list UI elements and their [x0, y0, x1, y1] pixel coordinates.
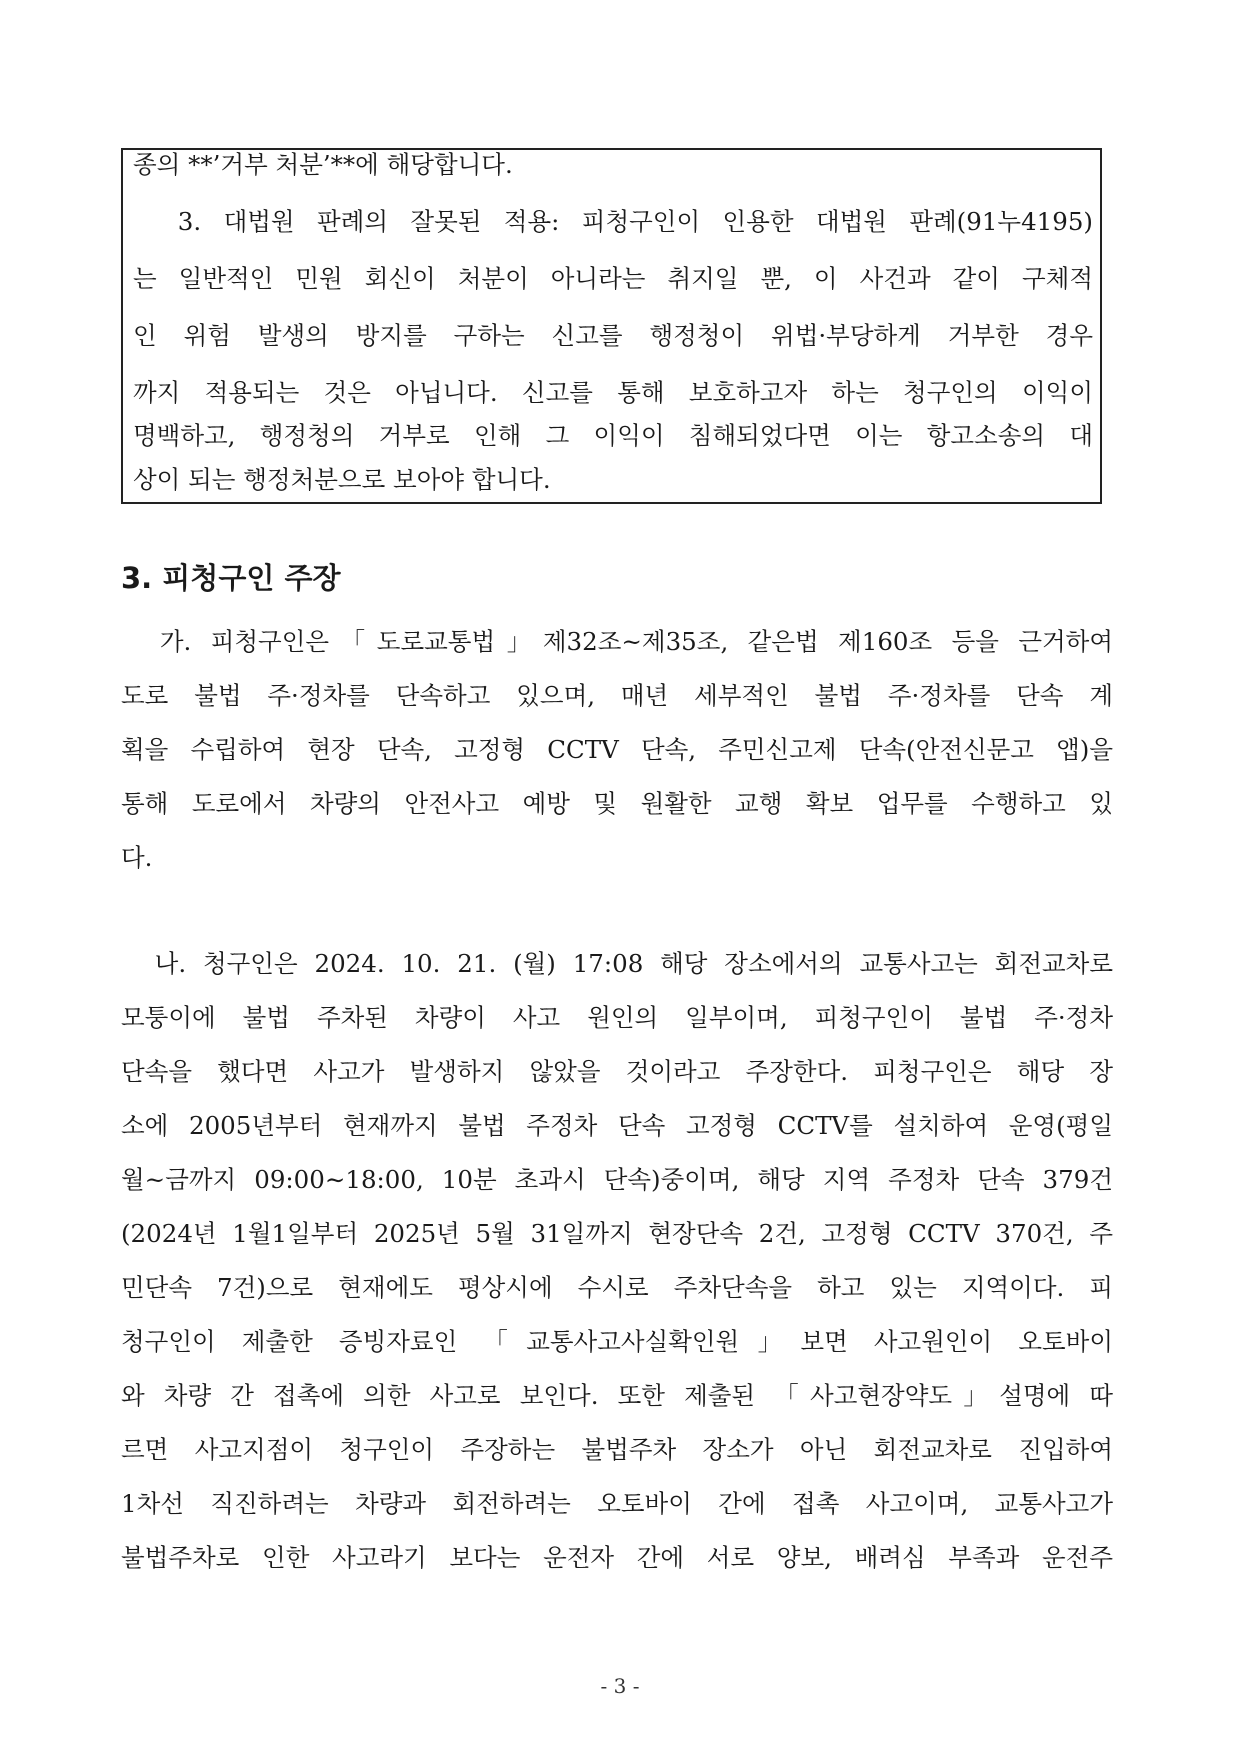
- para-ga-line-1: 가. 피청구인은「도로교통법」제32조~제35조, 같은법 제160조 등을 근거하여: [121, 627, 1113, 656]
- para-na-line-1: 나. 청구인은 2024. 10. 21. (월) 17:08 해당 장소에서의 교통사고는 회전교차로: [121, 949, 1113, 978]
- para-na-line-10: 르면 사고지점이 청구인이 주장하는 불법주차 장소가 아닌 회전교차로 진입하여: [121, 1435, 1113, 1464]
- para-na-line-12: 불법주차로 인한 사고라기 보다는 운전자 간에 서로 양보, 배려심 부족과 운전주: [121, 1543, 1113, 1572]
- box-line-2: 3. 대법원 판례의 잘못된 적용: 피청구인이 인용한 대법원 판례(91누4195): [133, 207, 1093, 236]
- box-line-1: 종의 **’거부 처분’**에 해당합니다.: [133, 150, 513, 179]
- para-na-line-6: (2024년 1월1일부터 2025년 5월 31일까지 현장단속 2건, 고정형 CCTV 370건, 주: [121, 1219, 1113, 1248]
- para-na-line-8: 청구인이 제출한 증빙자료인 「교통사고사실확인원」보면 사고원인이 오토바이: [121, 1327, 1113, 1356]
- para-na-line-9: 와 차량 간 접촉에 의한 사고로 보인다. 또한 제출된 「사고현장약도」설명에 따: [121, 1381, 1113, 1410]
- para-ga-line-3: 획을 수립하여 현장 단속, 고정형 CCTV 단속, 주민신고제 단속(안전신문고 앱)을: [121, 735, 1113, 764]
- para-na-line-4: 소에 2005년부터 현재까지 불법 주정차 단속 고정형 CCTV를 설치하여 운영(평일: [121, 1111, 1113, 1140]
- para-ga-line-2: 도로 불법 주·정차를 단속하고 있으며, 매년 세부적인 불법 주·정차를 단속 계: [121, 681, 1113, 710]
- para-ga-line-5: 다.: [121, 843, 153, 872]
- para-ga-line-4: 통해 도로에서 차량의 안전사고 예방 및 원활한 교행 확보 업무를 수행하고 있: [121, 789, 1113, 818]
- para-na-line-3: 단속을 했다면 사고가 발생하지 않았을 것이라고 주장한다. 피청구인은 해당 장: [121, 1057, 1113, 1086]
- para-na-line-7: 민단속 7건)으로 현재에도 평상시에 수시로 주차단속을 하고 있는 지역이다. 피: [121, 1273, 1113, 1302]
- box-line-3: 는 일반적인 민원 회신이 처분이 아니라는 취지일 뿐, 이 사건과 같이 구체적: [133, 264, 1093, 293]
- para-na-line-5: 월~금까지 09:00∼18:00, 10분 초과시 단속)중이며, 해당 지역 주정차 단속 379건: [121, 1165, 1113, 1194]
- box-line-7: 상이 되는 행정처분으로 보아야 합니다.: [133, 465, 551, 494]
- section-heading: 3. 피청구인 주장: [121, 561, 341, 595]
- box-line-4: 인 위험 발생의 방지를 구하는 신고를 행정청이 위법·부당하게 거부한 경우: [133, 321, 1093, 350]
- para-na-line-11: 1차선 직진하려는 차량과 회전하려는 오토바이 간에 접촉 사고이며, 교통사고가: [121, 1489, 1113, 1518]
- para-na-line-2: 모퉁이에 불법 주차된 차량이 사고 원인의 일부이며, 피청구인이 불법 주·정차: [121, 1003, 1113, 1032]
- box-line-6: 명백하고, 행정청의 거부로 인해 그 이익이 침해되었다면 이는 항고소송의 대: [133, 421, 1093, 450]
- box-line-5: 까지 적용되는 것은 아닙니다. 신고를 통해 보호하고자 하는 청구인의 이익이: [133, 378, 1093, 407]
- page-number: - 3 -: [600, 1674, 640, 1698]
